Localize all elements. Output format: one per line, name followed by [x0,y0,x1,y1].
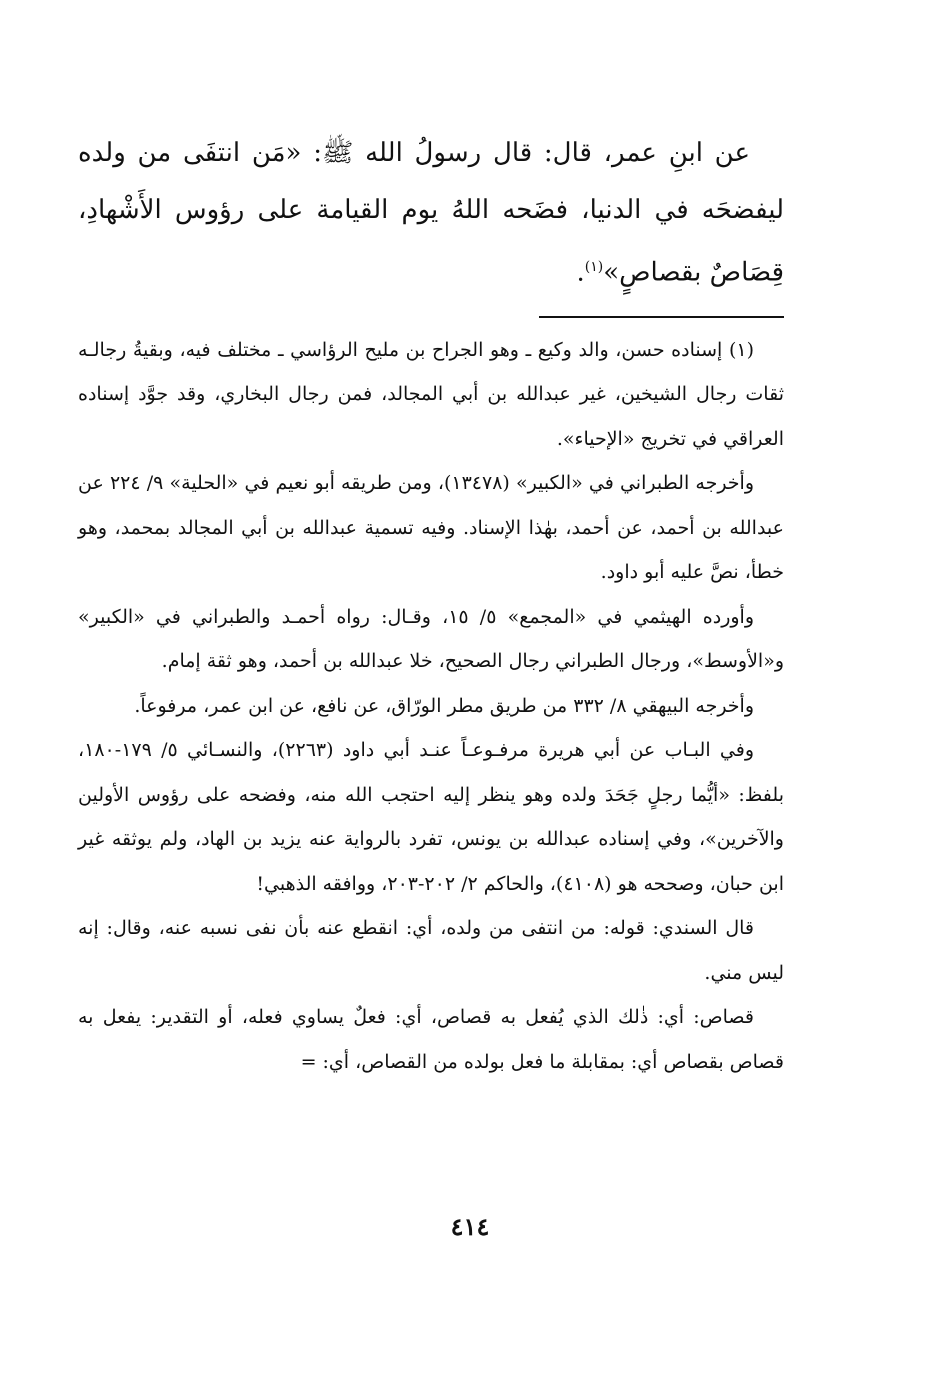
page-number: ٤١٤ [450,1212,490,1241]
footnote-separator [539,316,784,318]
footnote-paragraph: قصاص: أي: ذٰلك الذي يُفعل به قصاص، أي: فعلٌ يساوي فعله، أو التقدير: يفعل به قصاص بقصاص أي: بمقابلة ما فعل بولده من القصاص، أي: = [78,1006,784,1073]
footnote-paragraph: (١) إسناده حسن، والد وكيع ـ وهو الجراح بن مليح الرؤاسي ـ مختلف فيه، وبقيةُ رجالـه ثقات رجال الشيخين، غير عبدالله بن أبي المجالد، فمن رجال البخاري، وقد جوَّد إسناده العراقي في تخريج «الإحياء». [78,338,784,450]
footnote-paragraph: وأورده الهيثمي في «المجمع» ٥/ ١٥، وقـال: رواه أحمـد والطبراني في «الكبير» و«الأوسط»، ورجال الطبراني رجال الصحيح، خلا عبدالله بن أحمد، وهو ثقة إمام. [78,605,784,673]
footnotes [78,328,784,1085]
footnote-paragraph: قال السندي: قوله: من انتفى من ولده، أي: انقطع عنه بأن نفى نسبه عنه، وقال: إنه ليس مني. [78,917,784,984]
footnote-paragraph: وأخرجه الطبراني في «الكبير» (١٣٤٧٨)، ومن طريقه أبو نعيم في «الحلية» ٩/ ٢٢٤ عن عبدالله بن أحمد، عن أحمد، بهٰذا الإسناد. وفيه تسمية عبدالله بن أبي المجالد بمحمد، وهو خطأ، نصَّ عليه أبو داود. [78,472,784,584]
footnote-reference: (١) [584,259,604,275]
footnote-paragraph: وفي البـاب عن أبي هريرة مرفـوعـاً عنـد أبي داود (٢٢٦٣)، والنسـائي ٥/ ١٧٩-١٨٠، بلفظ: «أيُّما رجلٍ جَحَدَ ولده وهو ينظر إليه احتجب الله منه، وفضحه على رؤوس الأولين والآخرين»، وفي إسناده عبدالله بن يونس، تفرد بالرواية عنه يزيد بن الهاد، ولم يوثقه غير ابن حبان، وصححه هو (٤١٠٨)، والحاكم ٢/ ٢٠٢-٢٠٣، ووافقه الذهبي! [78,739,784,895]
hadith-text [78,125,784,302]
hadith-body: عن ابنِ عمر، قال: قال رسولُ الله ﷺ: «مَن انتفَى من ولده ليفضحَه في الدنيا، فضَحه اللهُ يوم القيامة على رؤوس الأَشْهادِ، قِصَاصٌ بقصاصٍ» [78,138,784,288]
hadith-end: . [576,257,585,288]
footnote-paragraph: وأخرجه البيهقي ٨/ ٣٣٢ من طريق مطر الورّاق، عن نافع، عن ابن عمر، مرفوعاً. [134,694,754,717]
page-content [78,125,784,1084]
